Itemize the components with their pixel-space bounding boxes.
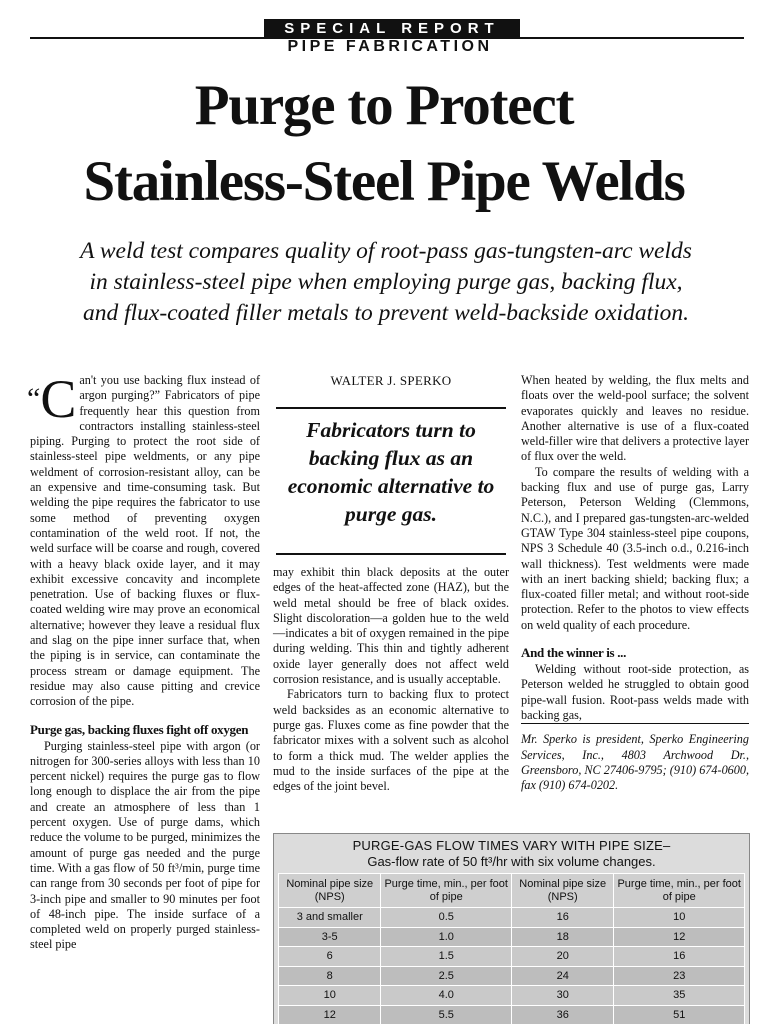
headline-line-2: Stainless-Steel Pipe Welds — [83, 150, 685, 213]
table-cell: 12 — [279, 1005, 381, 1024]
headline-line-1: Purge to Protect — [194, 74, 574, 137]
deck-line-2: in stainless-steel pipe when employing purge gas, backing flux, — [89, 269, 683, 295]
purge-time-table — [278, 873, 745, 1024]
pull-quote: Fabricators turn to backing flux as an economic alternative to purge gas. — [276, 407, 506, 555]
purge-time-table-box — [273, 833, 750, 1024]
drop-cap-quote: “ — [27, 382, 41, 415]
table-cell: 6 — [279, 947, 381, 967]
header-purge-time-1: Purge time, min., per foot of pipe — [381, 874, 512, 908]
table-cell: 4.0 — [381, 986, 512, 1006]
header-purge-time-2: Purge time, min., per foot of pipe — [614, 874, 745, 908]
table-cell: 2.5 — [381, 966, 512, 986]
author-bio: Mr. Sperko is president, Sperko Engineering Services, Inc., 4803 Archwood Dr., Greensboro, NC 27406-9795; (910) 674-0600, fax (910) 674-0202. — [521, 723, 749, 793]
article-deck — [22, 236, 750, 329]
table-cell: 23 — [614, 966, 745, 986]
paragraph-compare: To compare the results of welding with a backing flux and use of purge gas, Larry Peterson, Peterson Welding (Clemmons, N.C.), and I prepared gas-tungsten-arc-welded GTAW Type 304 stainless-steel pipe coupons, NPS 3 Schedule 40 (3.5-inch o.d., 0.216-inch wall thickness). Test weldments were made with an inert backing shield; backing flux; a flux-coated filler metal; and without root-side protection. Refer to the photos to view effects on weld quality of each procedure. — [521, 464, 749, 632]
table-row — [279, 947, 745, 967]
table-cell: 51 — [614, 1005, 745, 1024]
paragraph-purging: Purging stainless-steel pipe with argon (or nitrogen for 300-series alloys with less than 10 percent nickel) requires the purge gas to flow long enough to displace the air from the pipe and create an atmosphere of less than 1 percent oxygen. Use of purge dams, which reduce the volume to be purged, minimizes the amount of purge gas needed and the purge time. With a gas flow of 50 ft³/min, purge time can range from 30 seconds per foot of pipe for 3-inch pipe and smaller to 90 minutes per foot of 48-inch pipe. The inside surface of a completed weld on properly purged stainless-steel pipe — [30, 738, 260, 952]
table-cell: 1.0 — [381, 927, 512, 947]
section-label: PIPE FABRICATION — [287, 38, 493, 55]
paragraph-flux-melts: When heated by welding, the flux melts and floats over the weld-pool surface; the solvent evaporates quickly and leaves no residue. Another alternative is use of a flux-coated weld-filler wire that delivers a protective layer of flux over the weld. — [521, 373, 749, 464]
drop-cap-letter: C — [40, 369, 77, 429]
table-cell: 10 — [279, 986, 381, 1006]
table-header-row — [279, 874, 745, 908]
table-cell: 18 — [511, 927, 613, 947]
table-cell: 5.5 — [381, 1005, 512, 1024]
table-row — [279, 966, 745, 986]
subhead-purge-gas: Purge gas, backing fluxes fight off oxygen — [30, 721, 249, 737]
table-cell: 12 — [614, 927, 745, 947]
table-row — [279, 1005, 745, 1024]
table-cell: 16 — [614, 947, 745, 967]
column-1 — [27, 369, 260, 953]
table-cell: 1.5 — [381, 947, 512, 967]
deck-line-1: A weld test compares quality of root-pass gas-tungsten-arc welds — [80, 238, 692, 264]
column-3 — [521, 373, 749, 793]
byline: WALTER J. SPERKO — [330, 373, 452, 388]
table-cell: 30 — [511, 986, 613, 1006]
table-cell: 0.5 — [381, 908, 512, 928]
intro-text: an't you use backing flux instead of argon purging?” Fabricators of pipe frequently hear this question from contractors installing stainless-steel piping. Purging to protect the root side of stainless-steel pipe weldments, or any pipe weldment of corrosion-resistant alloy, can be an expensive and time-consuming task. But welding the pipe requires the fabricator to use some method of preventing oxygen contamination of the weld root. If not, the weld surface will be coarse and rough, covered with a heavy black oxide layer, and it may exhibit excessive concavity and incomplete penetration. Use of backing fluxes or flux-coated welding wire may prove an economical alternative; however they leave a residual flux and slag on the pipe inner surface that, when the piping is in service, can contaminate the process stream or damage equipment. The residue may also cause pitting and crevice corrosion of the pipe. — [30, 373, 260, 709]
table-title: PURGE-GAS FLOW TIMES VARY WITH PIPE SIZE– — [352, 838, 671, 853]
table-subtitle: Gas-flow rate of 50 ft³/hr with six volume changes. — [367, 854, 656, 869]
paragraph-oxides: may exhibit thin black deposits at the outer edges of the heat-affected zone (HAZ), but the weld metal should be free of black oxides. Slight discoloration—a golden hue to the weld—indicates a bit of oxygen remained in the pipe during welding. This thin and tightly adherent oxide layer generally does not affect weld corrosion resistance, and is usually acceptable. — [273, 565, 509, 687]
table-cell: 35 — [614, 986, 745, 1006]
paragraph-backing-flux: Fabricators turn to backing flux to protect weld backsides as an economic alternative to purge gas. Fluxes come as fine powder that the fabricator mixes with a solvent such as alcohol to form a thick mud. The welder applies the mud to the inside surfaces of the pipe at the edges of the joint bevel. — [273, 687, 509, 794]
table-row — [279, 986, 745, 1006]
drop-cap — [27, 369, 77, 429]
table-cell: 24 — [511, 966, 613, 986]
table-cell: 36 — [511, 1005, 613, 1024]
table-cell: 3-5 — [279, 927, 381, 947]
deck-line-3: and flux-coated filler metals to prevent weld-backside oxidation. — [82, 300, 690, 326]
header-nps-2: Nominal pipe size (NPS) — [511, 874, 613, 908]
paragraph-winner: Welding without root-side protection, as Peterson welded he struggled to obtain good pipe-wall fusion. Root-pass welds made with backing gas, — [521, 662, 749, 722]
intro-paragraph — [27, 369, 260, 710]
header-nps-1: Nominal pipe size (NPS) — [279, 874, 381, 908]
table-cell: 16 — [511, 908, 613, 928]
article-headline — [0, 68, 768, 220]
table-cell: 3 and smaller — [279, 908, 381, 928]
special-report-kicker: SPECIAL REPORT — [264, 19, 520, 38]
subhead-winner: And the winner is ... — [521, 645, 627, 661]
table-cell: 8 — [279, 966, 381, 986]
column-2 — [273, 565, 509, 794]
table-cell: 10 — [614, 908, 745, 928]
table-row — [279, 908, 745, 928]
table-row — [279, 927, 745, 947]
table-cell: 20 — [511, 947, 613, 967]
